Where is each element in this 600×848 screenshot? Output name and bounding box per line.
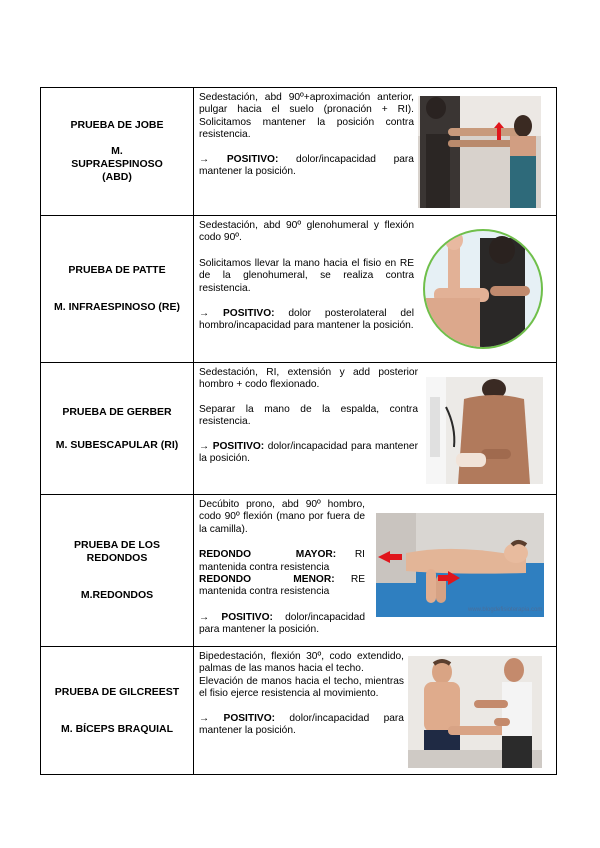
- arrow-icon: →: [199, 440, 210, 452]
- description-paragraph: Sedestación, abd 90º glenohumeral y flexión codo 90º.: [199, 220, 414, 244]
- test-name-cell: [41, 363, 194, 495]
- test-title: PRUEBA DE GERBER: [62, 405, 172, 418]
- test-description-cell: [194, 216, 557, 363]
- positive-result: [199, 713, 404, 738]
- test-description-cell: [194, 88, 557, 216]
- patte-test-photo: [420, 228, 546, 350]
- test-title: PRUEBA DE LOS REDONDOS: [74, 539, 160, 564]
- positive-label: POSITIVO:: [212, 440, 265, 452]
- test-muscle: M. SUPRAESPINOSO (ABD): [71, 145, 163, 183]
- description-paragraph: Decúbito prono, abd 90º hombro, codo 90º flexión (mano por fuera de la camilla).: [199, 499, 365, 535]
- test-name-cell: [41, 216, 194, 363]
- table-row-patte: [41, 216, 557, 363]
- arrow-icon: →: [199, 611, 210, 623]
- gerber-test-photo: [426, 377, 543, 484]
- description-paragraph: Sedestación, abd 90º+aproximación anterior, pulgar hacia el suelo (pronación + RI). Solicitamos mantener la posición contra resistencia.: [199, 92, 414, 141]
- positive-text: dolor/incapacidad para mantener la posición.: [199, 440, 418, 465]
- test-muscle: M. BÍCEPS BRAQUIAL: [60, 722, 173, 735]
- positive-result: [199, 308, 414, 333]
- redondo-mayor-text: RI mantenida contra resistencia: [199, 549, 365, 573]
- positive-result: [199, 441, 418, 466]
- arrow-icon: →: [199, 153, 210, 165]
- table-row-redondos: [41, 495, 557, 647]
- positive-result: [199, 154, 414, 179]
- arrow-icon: →: [199, 308, 210, 320]
- test-muscle: M.REDONDOS: [80, 589, 154, 601]
- test-muscle: M. INFRAESPINOSO (RE): [53, 301, 180, 313]
- jobe-test-photo: [418, 96, 541, 208]
- test-title: PRUEBA DE JOBE: [70, 119, 164, 131]
- test-muscle: M. SUBESCAPULAR (RI): [55, 438, 179, 451]
- gilcreest-test-photo: [408, 656, 542, 768]
- table-row-jobe: [41, 88, 557, 216]
- positive-text: dolor/incapacidad para mantener la posición.: [199, 153, 414, 178]
- positive-label: POSITIVO:: [221, 611, 273, 623]
- description-paragraph: Solicitamos llevar la mano hacia el fisio en RE de la glenohumeral, se realiza contra resistencia.: [199, 257, 414, 294]
- positive-text: dolor posterolateral del hombro/incapacidad para mantener la posición.: [199, 308, 414, 332]
- positive-text: dolor/incapacidad para mantener la posición.: [199, 611, 365, 636]
- test-name-cell: [41, 495, 194, 647]
- description-paragraph: Elevación de manos hacia el techo, mientras el fisio ejerce resistencia al movimiento.: [199, 675, 404, 700]
- test-name-cell: [41, 647, 194, 775]
- positive-label: POSITIVO:: [223, 308, 275, 320]
- test-title: PRUEBA DE PATTE: [68, 264, 166, 276]
- arrow-icon: →: [199, 712, 210, 724]
- positive-result: [199, 612, 365, 637]
- tests-table: [40, 87, 557, 775]
- redondo-menor-text: RE mantenida contra resistencia: [199, 574, 365, 598]
- test-description-cell: [194, 495, 557, 647]
- test-description-cell: [194, 363, 557, 495]
- redondo-mayor: [199, 549, 365, 574]
- redondo-menor: [199, 574, 365, 599]
- table-row-gerber: [41, 363, 557, 495]
- redondo-mayor-label: REDONDO MAYOR:: [199, 549, 337, 561]
- positive-label: POSITIVO:: [226, 153, 279, 165]
- test-description-cell: [194, 647, 557, 775]
- positive-label: POSITIVO:: [223, 712, 276, 724]
- watermark: www.blogdefisioterapia.com: [468, 607, 543, 613]
- description-paragraph: Bipedestación, flexión 30º, codo extendido, palmas de las manos hacia el techo.: [199, 651, 404, 675]
- test-title: PRUEBA DE GILCREEST: [54, 685, 180, 698]
- description-paragraph: Separar la mano de la espalda, contra resistencia.: [199, 403, 418, 428]
- redondo-menor-label: REDONDO MENOR:: [199, 574, 335, 586]
- redondos-test-photo: [376, 513, 544, 617]
- test-name-cell: [41, 88, 194, 216]
- red-arrow-icon: [497, 126, 501, 140]
- description-paragraph: Sedestación, RI, extensión y add posterior hombro + codo flexionado.: [199, 367, 418, 391]
- table-row-gilcreest: [41, 647, 557, 775]
- positive-text: dolor/incapacidad para mantener la posición.: [199, 712, 404, 737]
